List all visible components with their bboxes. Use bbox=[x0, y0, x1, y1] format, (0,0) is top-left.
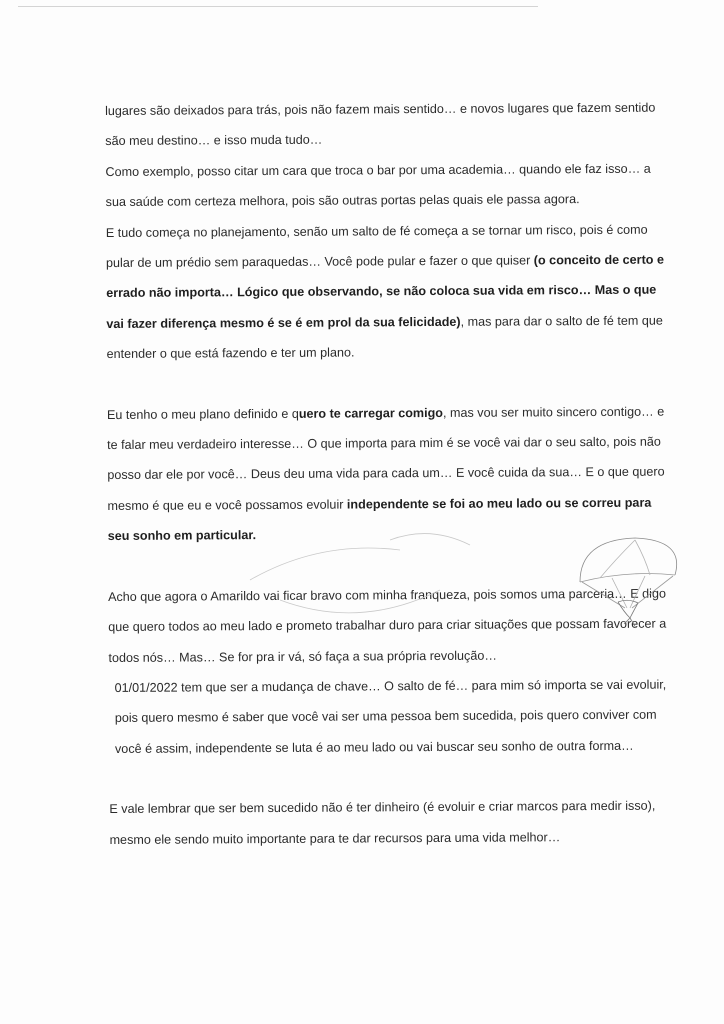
paragraph-1 bbox=[105, 93, 670, 157]
scan-edge-line bbox=[18, 6, 538, 7]
paragraph-6 bbox=[109, 669, 675, 764]
text-run: , mas vou ser muito sincero contigo… e te falar meu verdadeiro interesse… O que importa para mim é se você vai dar o seu salto, pois não posso dar ele por você… Deus deu uma vida para cada um… E você cuida da sua… E o que quero mesmo é que eu e você possamos evoluir bbox=[107, 404, 665, 513]
paragraph-gap bbox=[107, 366, 672, 399]
paragraph-2 bbox=[105, 153, 670, 217]
bold-text-run: independente se foi ao meu lado ou se correu para seu sonho em particular. bbox=[107, 495, 652, 544]
text-run: Acho que agora o Amarildo vai ficar bravo com minha franqueza, pois somos uma parceria… E digo que quero todos ao meu lado e prometo trabalhar duro para criar situações que possam favorecer a todos nós… Mas… Se for pra ir vá, só faça a sua própria revolução… bbox=[108, 586, 667, 665]
paragraph-7 bbox=[109, 791, 674, 855]
paragraph-gap bbox=[109, 761, 674, 794]
text-run: Eu tenho o meu plano definido e q bbox=[106, 406, 299, 422]
paragraph-3 bbox=[106, 214, 672, 369]
text-run: Como exemplo, posso citar um cara que troca o bar por uma academia… quando ele faz isso… a sua saúde com certeza melhora, pois são outras portas pelas quais ele passa agora. bbox=[105, 161, 651, 210]
text-run: E vale lembrar que ser bem sucedido não é ter dinheiro (é evoluir e criar marcos para medir isso), mesmo ele sendo muito importante para te dar recursos para uma vida melhor… bbox=[109, 798, 656, 847]
bold-text-run: (o conceito de certo e errado não importa… Lógico que observando, se não coloca sua vida em risco… Mas o que vai fazer diferença mesmo é se é em prol da sua felicidade) bbox=[106, 252, 664, 331]
body-text bbox=[105, 93, 675, 855]
text-run: lugares são deixados para trás, pois não fazem mais sentido… e novos lugares que fazem sentido são meu destino… e isso muda tudo… bbox=[105, 100, 656, 149]
parachute-sketch-icon bbox=[240, 520, 710, 640]
bold-text-run: uero te carregar comigo bbox=[298, 405, 444, 421]
text-run: E tudo começa no planejamento, senão um salto de fé começa a se tornar um risco, pois é como pular de um prédio sem paraquedas… Você pode pular e fazer o que quiser bbox=[105, 222, 648, 271]
text-run: , mas para dar o salto de fé tem que entender o que está fazendo e ter um plano. bbox=[106, 313, 663, 362]
text-run: 01/01/2022 tem que ser a mudança de chave… O salto de fé… para mim só importa se vai evoluir, pois quero mesmo é saber que você vai ser uma pessoa bem sucedida, pois quero conviver com você é assim, independente se luta é ao meu lado ou vai buscar seu sonho de outra forma… bbox=[114, 677, 667, 756]
